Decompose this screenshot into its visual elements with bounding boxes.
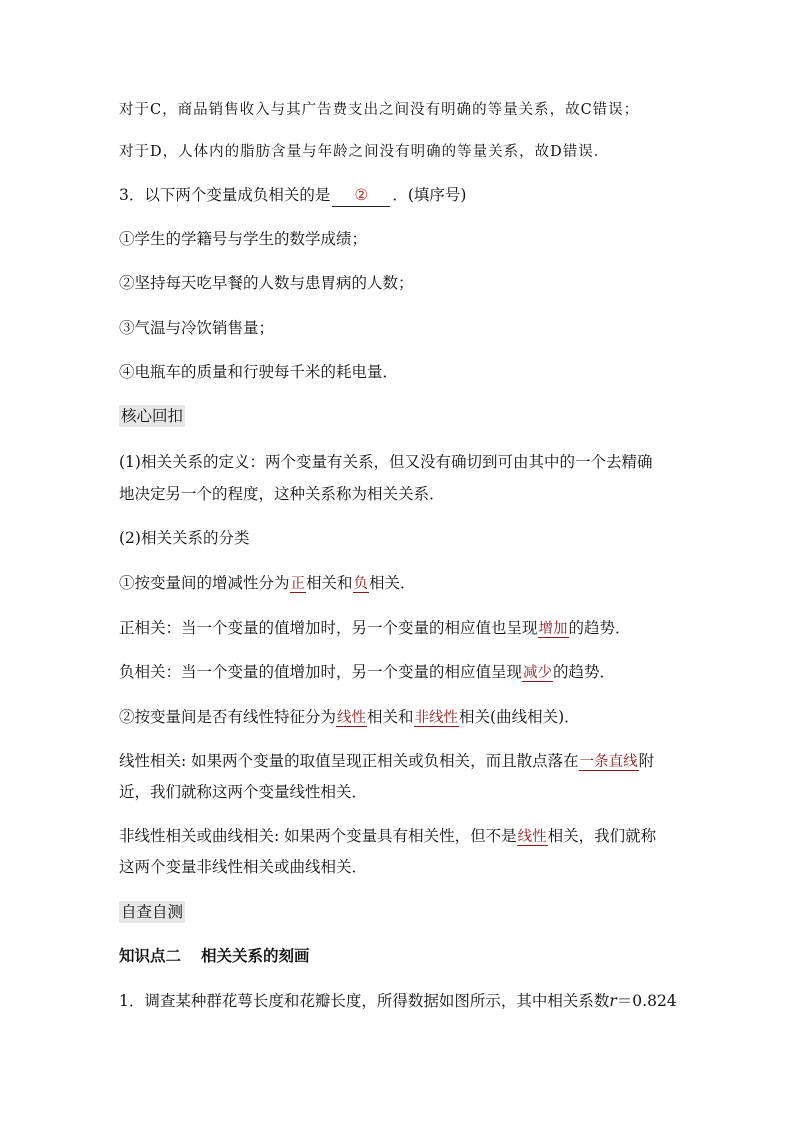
fill-answer: 正 — [290, 576, 306, 592]
knowledge-point-heading: 知识点二 相关关系的刻画 — [119, 946, 310, 965]
nonlinear-correlation: 非线性相关或曲线相关: 如果两个变量具有相关性，但不是线性相关，我们就称 — [119, 827, 657, 845]
linear-correlation-cont: 近，我们就称这两个变量线性相关． — [119, 783, 368, 801]
nonlinear-correlation-cont: 这两个变量非线性相关或曲线相关． — [119, 858, 368, 876]
option-3: ③气温与冷饮销售量； — [119, 319, 275, 337]
definition-line: 地决定另一个的程度，这种关系称为相关关系． — [119, 485, 445, 503]
question-1: 1．调查某种群花萼长度和花瓣长度，所得数据如图所示，其中相关系数r＝0.824 — [119, 992, 677, 1010]
option-2: ②坚持每天吃早餐的人数与患胃病的人数； — [119, 274, 414, 292]
fill-answer: 负 — [353, 576, 369, 592]
section-heading: 自查自测 — [121, 903, 184, 921]
text-line: 对于C，商品销售收入与其广告费支出之间没有明确的等量关系，故C错误； — [119, 102, 640, 118]
question-text: ．(填序号) — [392, 186, 467, 204]
text-line: 对于D，人体内的脂肪含量与年龄之间没有明确的等量关系，故D错误． — [119, 144, 610, 160]
question-3 — [119, 184, 466, 207]
negative-correlation: 负相关：当一个变量的值增加时，另一个变量的相应值呈现减少的趋势． — [119, 663, 616, 681]
classification-2: ②按变量间是否有线性特征分为线性相关和非线性相关(曲线相关)． — [119, 708, 580, 726]
fill-answer: 增加 — [538, 621, 568, 637]
linear-correlation: 线性相关: 如果两个变量的取值呈现正相关或负相关，而且散点落在一条直线附 — [119, 752, 655, 770]
fill-answer: 减少 — [523, 665, 553, 681]
fill-answer: 线性 — [517, 829, 547, 845]
option-1: ①学生的学籍号与学生的数学成绩； — [119, 230, 368, 248]
fill-answer: 一条直线 — [579, 754, 638, 770]
section-heading: 核心回扣 — [121, 407, 184, 425]
option-4: ④电瓶车的质量和行驶每千米的耗电量． — [119, 363, 399, 381]
answer-blank: ② — [332, 184, 390, 207]
fill-answer: 线性 — [337, 710, 367, 726]
fill-answer: 非线性 — [414, 710, 459, 726]
question-text: 3．以下两个变量成负相关的是 — [119, 186, 331, 204]
classification-heading: (2)相关关系的分类 — [119, 529, 250, 547]
classification-1: ①按变量间的增减性分为正相关和负相关． — [119, 574, 416, 592]
definition-line: (1)相关关系的定义：两个变量有关系，但又没有确切到可由其中的一个去精确 — [119, 453, 653, 471]
positive-correlation: 正相关：当一个变量的值增加时，另一个变量的相应值也呈现增加的趋势． — [119, 619, 631, 637]
